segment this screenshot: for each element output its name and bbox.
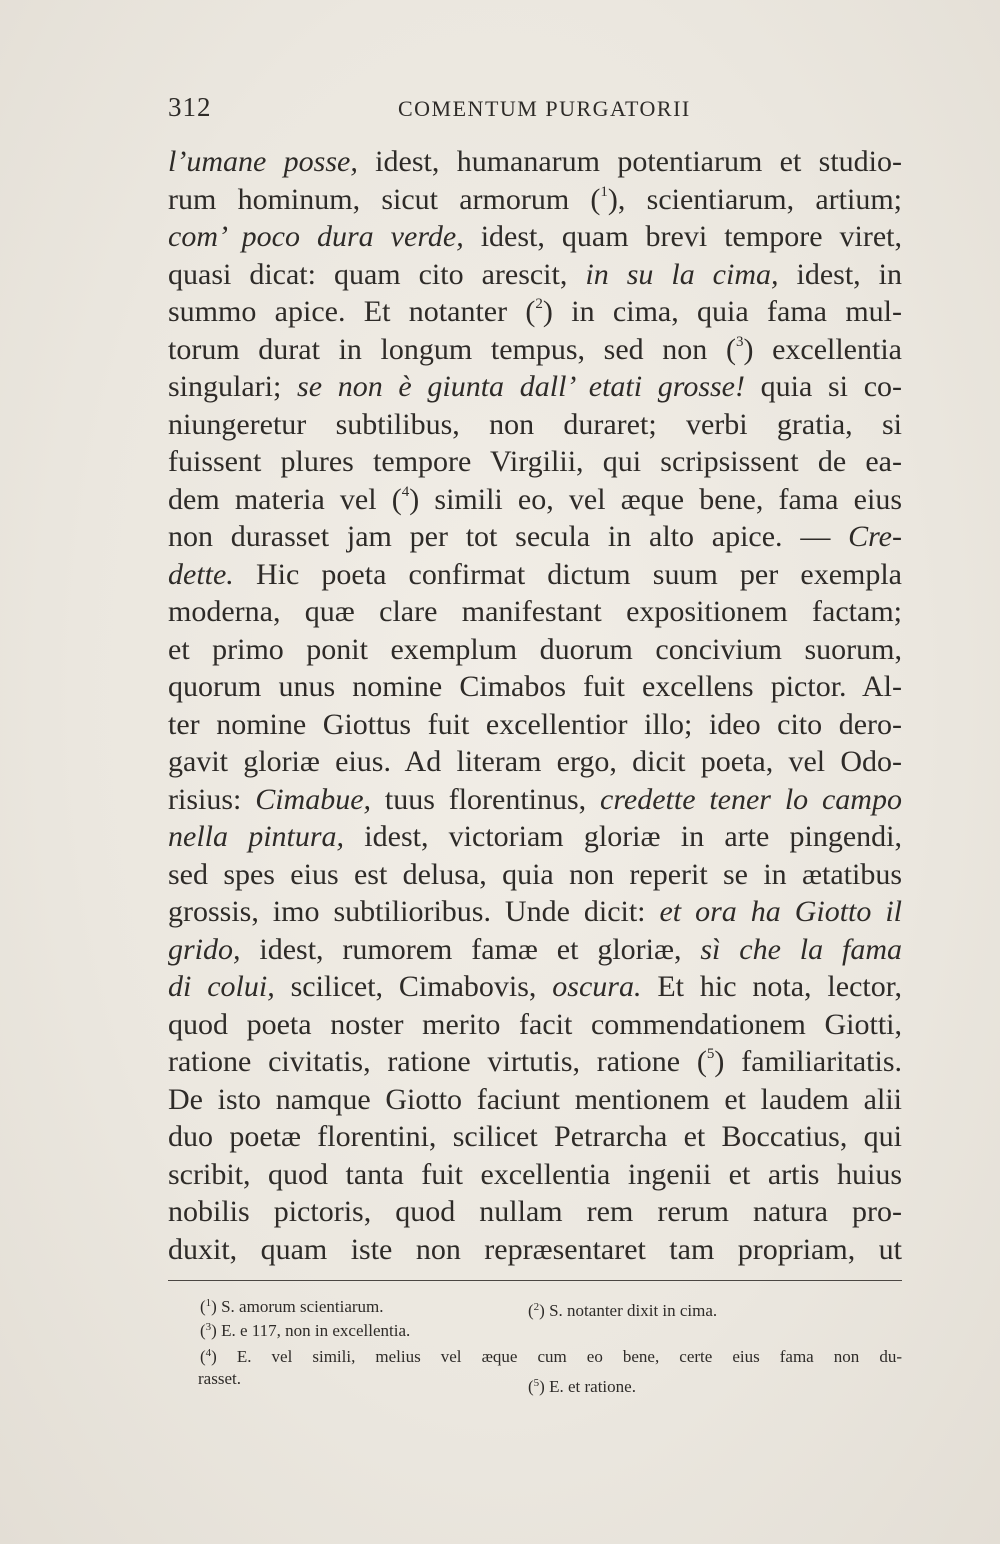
text-line-3: com’ poco dura verde, idest, quam brevi tempore viret, xyxy=(168,220,902,253)
text-line-11: non durasset jam per tot secula in alto apice. — Cre- xyxy=(168,520,902,553)
text-line-13: moderna, quæ clare manifestant expositionem factam; xyxy=(168,595,902,628)
footnote-divider xyxy=(168,1280,902,1281)
text-line-5: summo apice. Et notanter ($^2$) in cima, quia fama mul- xyxy=(168,295,902,328)
text-line-21: grossis, imo subtilioribus. Unde dicit: et ora ha Giotto il xyxy=(168,895,902,928)
text-line-1: l’umane posse, idest, humanarum potentiarum et studio- xyxy=(168,145,902,178)
footnote-4: ($^4$) E. vel simili, melius vel æque cum eo bene, certe eius fama non du- xyxy=(200,1347,902,1366)
page-number: 312 xyxy=(168,92,212,122)
footnote-ref-4: 4 xyxy=(401,483,410,500)
text-line-9: fuissent plures tempore Virgilii, qui scripsissent de ea- xyxy=(168,445,902,478)
footnote-ref-1: 1 xyxy=(600,183,608,200)
running-head: COMENTUM PURGATORII xyxy=(398,96,691,121)
footnote-4-continued: rasset. xyxy=(198,1369,241,1388)
body-text xyxy=(168,143,902,1268)
text-line-30: duxit, quam iste non repræsentaret tam propriam, ut xyxy=(168,1232,902,1266)
text-line-7: singulari; se non è giunta dall’ etati grosse! quia si co- xyxy=(168,370,903,403)
text-line-18: risius: Cimabue, tuus florentinus, credette tener lo campo xyxy=(168,782,902,816)
footnote-2: ($^2$) S. notanter dixit in cima. xyxy=(528,1301,718,1320)
text-line-17: gavit gloriæ eius. Ad literam ergo, dicit poeta, vel Odo- xyxy=(168,745,902,778)
footnote-1: ($^1$) S. amorum scientiarum. xyxy=(200,1297,384,1316)
footnote-ref-2: 2 xyxy=(535,296,543,312)
footnote-ref-3: 3 xyxy=(735,333,744,350)
text-line-14: et primo ponit exemplum duorum concivium suorum, xyxy=(168,632,902,666)
text-line-16: ter nomine Giottus fuit excellentior illo; ideo cito dero- xyxy=(168,707,902,741)
text-line-24: quod poeta noster merito facit commendationem Giotti, xyxy=(168,1007,902,1041)
footnote-5: ($^5$) E. et ratione. xyxy=(528,1377,636,1396)
text-line-2: rum hominum, sicut armorum ($^1$), scientiarum, artium; xyxy=(168,182,902,216)
text-line-4: quasi dicat: quam cito arescit, in su la cima, idest, in xyxy=(168,257,902,291)
text-line-8: niungeretur subtilibus, non duraret; verbi gratia, si xyxy=(168,407,902,441)
text-line-15: quorum unus nomine Cimabos fuit excellens pictor. Al- xyxy=(168,670,902,703)
text-line-12: dette. Hic poeta confirmat dictum suum per exempla xyxy=(168,557,902,591)
text-line-20: sed spes eius est delusa, quia non reperit se in ætatibus xyxy=(168,857,902,891)
text-line-19: nella pintura, idest, victoriam gloriæ in arte pingendi, xyxy=(168,820,902,853)
text-line-10: dem materia vel ($^4$) simili eo, vel æque bene, fama eius xyxy=(168,482,902,516)
page-header xyxy=(168,92,902,132)
footnote-ref-5: 5 xyxy=(706,1046,715,1062)
text-line-28: scribit, quod tanta fuit excellentia ingenii et artis huius xyxy=(168,1157,902,1191)
text-line-27: duo poetæ florentini, scilicet Petrarcha et Boccatius, qui xyxy=(168,1120,902,1153)
text-line-22: grido, idest, rumorem famæ et gloriæ, sì che la fama xyxy=(168,932,902,966)
text-line-25: ratione civitatis, ratione virtutis, ratione ($^5$) familiaritatis. xyxy=(168,1045,902,1078)
text-line-26: De isto namque Giotto faciunt mentionem et laudem alii xyxy=(168,1082,902,1116)
text-line-23: di colui, scilicet, Cimabovis, oscura. Et hic nota, lector, xyxy=(168,970,903,1003)
text-line-29: nobilis pictoris, quod nullam rem rerum natura pro- xyxy=(168,1195,902,1228)
footnote-3: ($^3$) E. e 117, non in excellentia. xyxy=(200,1321,411,1340)
text-line-6: torum durat in longum tempus, sed non ($^3$) excellentia xyxy=(168,332,902,366)
